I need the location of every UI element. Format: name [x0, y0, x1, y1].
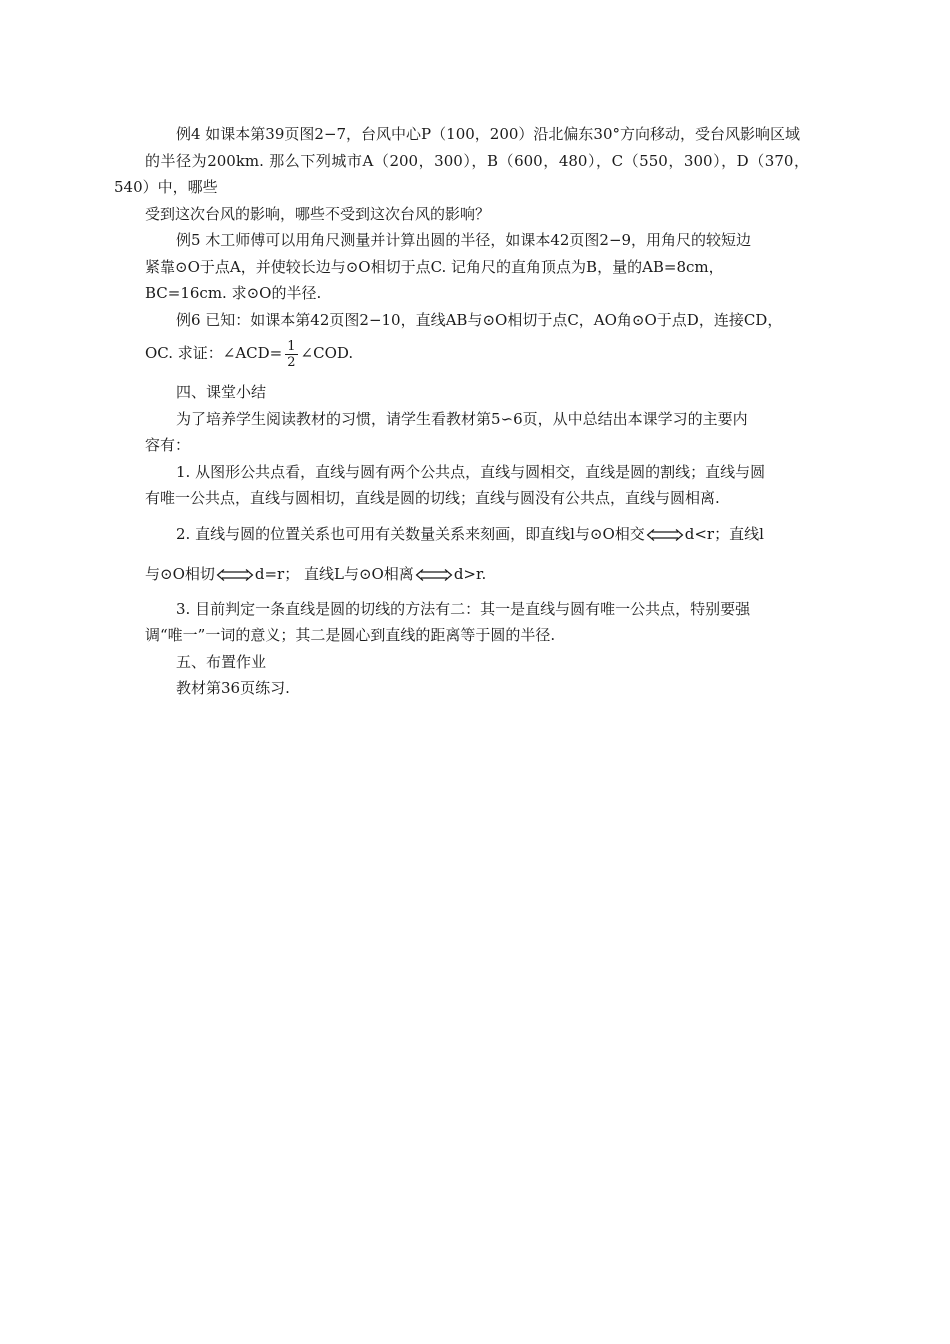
example-6-line-2-post: ∠COD. [300, 344, 354, 362]
summary-item-1-line-1: 1. 从图形公共点看，直线与圆有两个公共点，直线与圆相交，直线是圆的割线；直线与圆 [176, 462, 766, 481]
summary-item-2-line-2-c: d>r. [453, 564, 487, 583]
example-5-line-1: 例5 木工师傅可以用角尺测量并计算出圆的半径，如课本42页图2−9，用角尺的较短边 [176, 231, 752, 249]
example-4 [114, 121, 809, 227]
summary-item-2-line-1-mid: d<r；直线l [684, 524, 764, 543]
summary-item-1-line-2: 有唯一公共点，直线与圆相切，直线是圆的切线；直线与圆没有公共点，直线与圆相离. [145, 489, 720, 507]
iff-arrow-icon [415, 569, 453, 581]
example-6-line-1: 例6 已知：如课本第42页图2−10，直线AB与⊙O相切于点C，AO角⊙O于点D，连接CD， [176, 310, 783, 329]
example-6-formula-line [145, 333, 809, 373]
fraction-one-half [285, 339, 297, 370]
example-4-line-2: 的半径为200km. 那么下列城市A（200，300），B（600，480），C（550，300），D（370，540）中，哪些 [114, 151, 809, 196]
section-4-intro-line-2: 容有： [145, 436, 191, 454]
summary-item-3-line-1: 3. 目前判定一条直线是圆的切线的方法有二：其一是直线与圆有唯一公共点，特别要强 [176, 599, 751, 618]
homework-text: 教材第36页练习. [176, 679, 290, 697]
fraction-denominator: 2 [287, 354, 296, 370]
summary-item-2-line-1-pre: 2. 直线与圆的位置关系也可用有关数量关系来刻画，即直线l与⊙O相交 [176, 524, 645, 543]
document-page [114, 121, 809, 702]
summary-item-2-line-1 [145, 514, 809, 554]
section-5-title: 五、布置作业 [176, 652, 267, 671]
example-4-line-1: 例4 如课本第39页图2−7，台风中心P（100，200）沿北偏东30°方向移动，受台风影响区域 [176, 125, 800, 143]
section-4-intro-line-1: 为了培养学生阅读教材的习惯，请学生看教材第5∽6页，从中总结出本课学习的主要内 [176, 409, 748, 428]
summary-item-2-line-2-a: 与⊙O相切 [145, 564, 215, 583]
example-5 [145, 227, 809, 307]
example-4-line-3: 受到这次台风的影响，哪些不受到这次台风的影响？ [145, 204, 491, 223]
summary-item-3-line-2: 调“唯一”一词的意义；其二是圆心到直线的距离等于圆的半径. [145, 626, 556, 644]
iff-arrow-icon [646, 529, 684, 541]
example-5-line-3: BC=16cm. 求⊙O的半径. [145, 284, 322, 302]
summary-item-2-line-2 [145, 554, 809, 594]
summary-item-2-line-2-b: d=r； 直线L与⊙O相离 [254, 564, 414, 583]
example-5-line-2: 紧靠⊙O于点A，并使较长边与⊙O相切于点C. 记角尺的直角顶点为B，量的AB=8cm， [145, 257, 724, 276]
example-6 [145, 307, 809, 334]
section-4-intro [145, 406, 809, 459]
section-4-title: 四、课堂小结 [176, 383, 267, 401]
summary-item-1 [145, 459, 809, 512]
summary-item-3 [145, 596, 809, 649]
iff-arrow-icon [216, 569, 254, 581]
fraction-numerator: 1 [287, 338, 296, 354]
example-6-line-2-pre: OC. 求证：∠ACD= [145, 344, 283, 362]
